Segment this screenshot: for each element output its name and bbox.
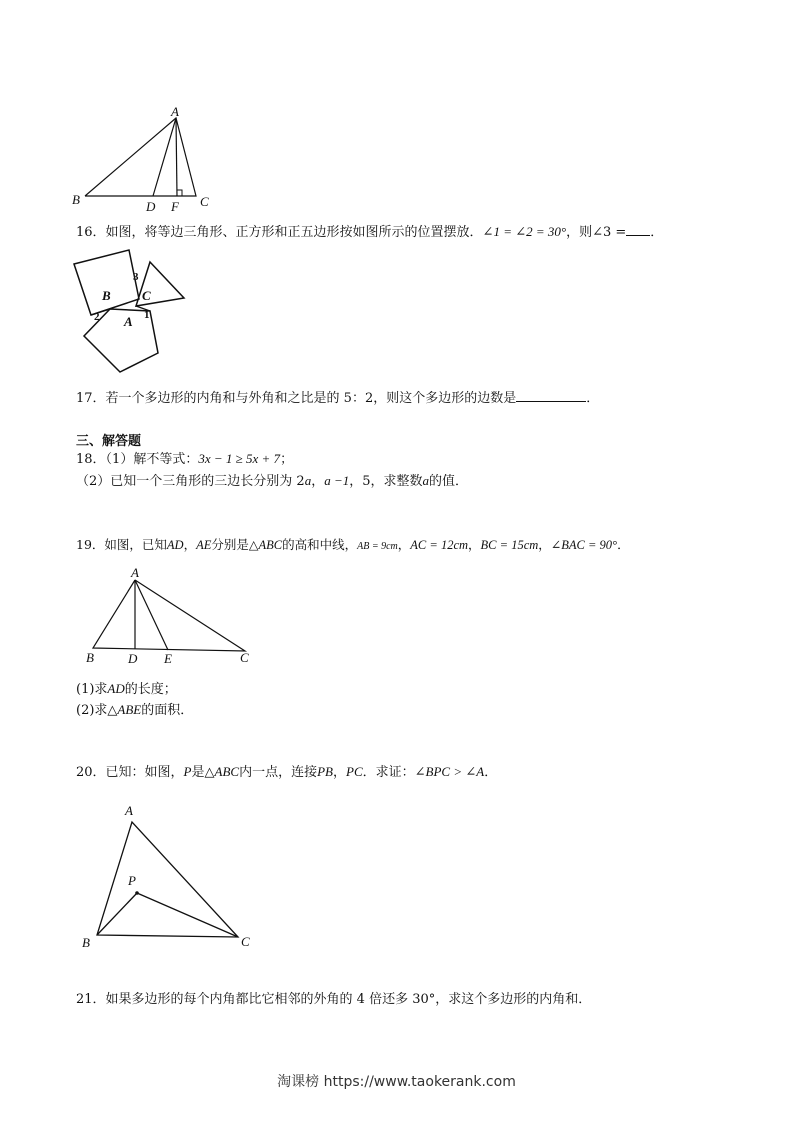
footer-watermark[interactable]: 淘课榜 https://www.taokerank.com bbox=[277, 1074, 516, 1090]
q20-inequality: ∠BPC > ∠A bbox=[414, 764, 485, 779]
q19-p4: 的高和中线， bbox=[282, 537, 358, 552]
fig19-triangle bbox=[93, 580, 245, 651]
fig20-label-B: B bbox=[82, 935, 90, 950]
q19-angle: ∠BAC = 90° bbox=[550, 538, 618, 552]
fig15-label-F: F bbox=[171, 199, 179, 214]
fig16-label-B: B bbox=[102, 288, 111, 303]
fig20-triangle bbox=[97, 822, 238, 937]
q19-sub1-suffix: 的长度； bbox=[124, 682, 177, 697]
q17-answer-blank[interactable] bbox=[516, 389, 586, 402]
fig15-right-angle-mark bbox=[177, 190, 182, 196]
fig20-label-C: C bbox=[241, 934, 250, 949]
q16-answer-blank[interactable] bbox=[626, 223, 650, 236]
question-18-line-1 bbox=[76, 450, 293, 469]
q19-p7: ， bbox=[538, 537, 551, 552]
fig15-diagram bbox=[60, 100, 240, 220]
question-19-sub-2 bbox=[76, 701, 193, 720]
q16-suffix: ，则∠3 = bbox=[566, 225, 627, 240]
section-3-heading: 三、解答题 bbox=[76, 434, 142, 449]
q18-var-a: a bbox=[304, 473, 312, 488]
fig20-point-P bbox=[135, 891, 139, 895]
q20-p6: ． bbox=[484, 765, 498, 780]
question-17 bbox=[76, 389, 599, 408]
q20-p3: 内一点，连接 bbox=[239, 765, 318, 780]
fig19-label-D: D bbox=[128, 651, 138, 666]
q19-p5: ， bbox=[397, 537, 411, 552]
q19-AB: AB = 9cm bbox=[357, 541, 398, 552]
fig15-triangle bbox=[85, 118, 196, 196]
q18-line2-mid: ， bbox=[311, 474, 325, 489]
fig16-label-3: 3 bbox=[133, 271, 139, 283]
fig19-label-A: A bbox=[131, 565, 139, 580]
q19-BC: BC = 15cm bbox=[480, 538, 539, 552]
q19-p3: 分别是 bbox=[211, 537, 249, 552]
q19-p1: 19．如图，已知 bbox=[76, 537, 167, 552]
q18-line2-end: 的值． bbox=[429, 474, 469, 489]
fig16-label-C: C bbox=[142, 288, 151, 303]
fig15-label-A: A bbox=[171, 104, 179, 119]
q16-end: ． bbox=[650, 225, 664, 240]
question-21: 21．如果多边形的每个内角都比它相邻的外角的 4 倍还多 30°，求这个多边形的内角和． bbox=[76, 992, 592, 1007]
q18-line1-prefix: 18．（1）解不等式： bbox=[76, 452, 199, 467]
fig16-diagram bbox=[70, 250, 200, 380]
q19-AC: AC = 12cm bbox=[410, 538, 469, 552]
fig16-label-1: 1 bbox=[144, 309, 150, 321]
fig19-label-C: C bbox=[240, 650, 249, 665]
q19-p6: ， bbox=[468, 537, 481, 552]
q18-expr: a −1 bbox=[324, 473, 350, 488]
fig19-diagram bbox=[80, 565, 270, 675]
q19-AE: AE bbox=[196, 538, 212, 552]
q16-prefix: 16．如图，将等边三角形、正方形和正五边形按如图所示的位置摆放． bbox=[76, 225, 483, 240]
q19-sub2-suffix: 的面积． bbox=[141, 703, 194, 718]
q20-p1: 20．已知：如图， bbox=[76, 765, 184, 780]
fig20-segment-PC bbox=[137, 893, 238, 937]
q20-triangle: △ABC bbox=[204, 764, 240, 779]
q18-line2-prefix: （2）已知一个三角形的三边长分别为 2 bbox=[76, 474, 305, 489]
fig15-label-B: B bbox=[72, 192, 80, 207]
fig15-segment-AF bbox=[176, 118, 177, 196]
q20-PC: PC bbox=[346, 764, 363, 779]
fig15-segment-AD bbox=[153, 118, 176, 196]
question-19 bbox=[76, 536, 630, 556]
q20-p5: ．求证： bbox=[362, 765, 415, 780]
q16-angle-condition: ∠1 = ∠2 = 30° bbox=[482, 224, 567, 239]
fig16-square bbox=[74, 250, 139, 315]
q18-inequality: 3x − 1 ≥ 5x + 7 bbox=[198, 451, 281, 466]
question-18-line-2 bbox=[76, 472, 468, 491]
q19-sub2-prefix: (2)求△ bbox=[76, 703, 118, 718]
fig15-label-C: C bbox=[200, 194, 209, 209]
fig16-label-2: 2 bbox=[94, 311, 100, 323]
question-20 bbox=[76, 763, 497, 782]
fig20-label-P: P bbox=[128, 873, 136, 888]
q20-PB: PB bbox=[317, 764, 333, 779]
fig16-label-A: A bbox=[124, 314, 133, 329]
fig19-label-E: E bbox=[164, 651, 172, 666]
q19-AD: AD bbox=[166, 538, 184, 552]
q20-p4: ， bbox=[332, 765, 346, 780]
q20-p2: 是 bbox=[191, 765, 205, 780]
fig15-label-D: D bbox=[146, 199, 156, 214]
fig20-label-A: A bbox=[125, 803, 133, 818]
question-19-sub-1 bbox=[76, 680, 177, 699]
q20-P: P bbox=[183, 764, 192, 779]
q18-line2-suffix: ，5，求整数 bbox=[349, 474, 423, 489]
q18-line1-end: ； bbox=[280, 452, 294, 467]
fig19-label-B: B bbox=[86, 650, 94, 665]
q19-p2: ， bbox=[183, 537, 197, 552]
q19-p8: ． bbox=[617, 537, 630, 552]
q19-triangle: △ABC bbox=[248, 538, 283, 552]
q19-sub2-ABE: ABE bbox=[117, 702, 142, 717]
q17-end: ． bbox=[586, 391, 600, 406]
q19-sub1-prefix: (1)求 bbox=[76, 682, 108, 697]
q18-var-a-2: a bbox=[422, 473, 430, 488]
q17-text: 17．若一个多边形的内角和与外角和之比是的 5：2，则这个多边形的边数是 bbox=[76, 391, 517, 406]
q19-sub1-AD: AD bbox=[107, 681, 125, 696]
question-16 bbox=[76, 223, 663, 242]
fig20-diagram bbox=[75, 800, 265, 950]
